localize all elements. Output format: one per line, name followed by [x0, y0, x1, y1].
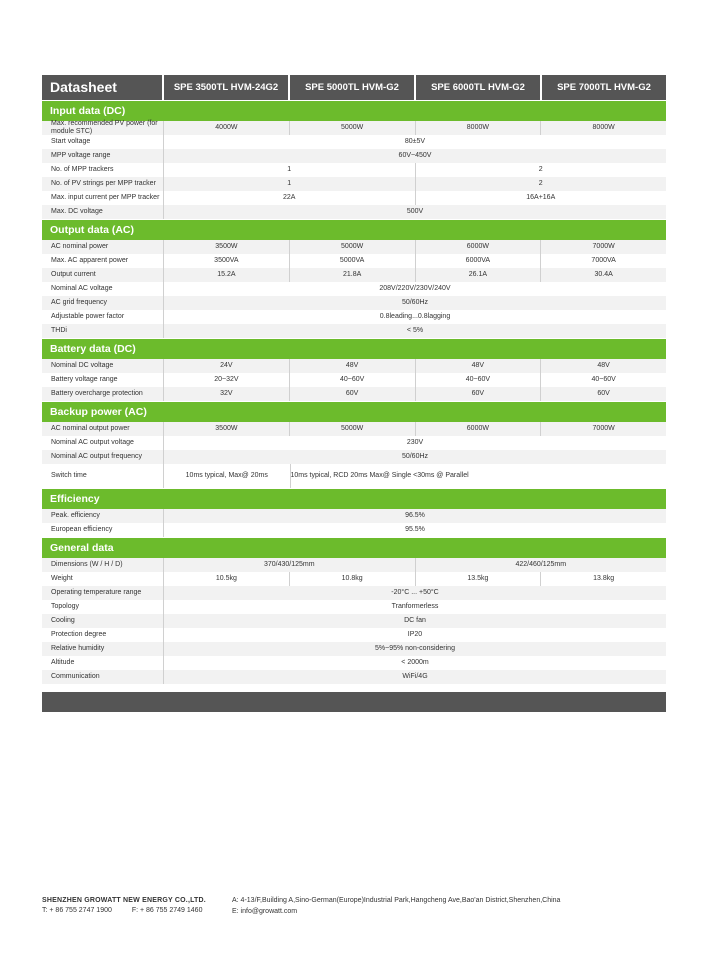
row-label: Max. input current per MPP tracker [42, 191, 164, 205]
row-label: Nominal AC output frequency [42, 450, 164, 464]
table-row [42, 558, 666, 572]
row-label: European efficiency [42, 523, 164, 537]
table-row [42, 422, 666, 436]
section-header: General data [42, 538, 666, 558]
table-row [42, 310, 666, 324]
datasheet-title: Datasheet [42, 75, 164, 100]
row-value: 95.5% [405, 526, 425, 533]
row-value: 40~60V [416, 373, 542, 387]
company-name: SHENZHEN GROWATT NEW ENERGY CO.,LTD. [42, 897, 206, 904]
table-row [42, 296, 666, 310]
table-row [42, 324, 666, 338]
row-value: 22A [164, 191, 416, 205]
row-value: WiFi/4G [402, 673, 428, 680]
table-row [42, 121, 666, 135]
table-row [42, 387, 666, 401]
row-value: IP20 [407, 631, 423, 638]
row-label: Output current [42, 268, 164, 282]
row-value: 6000VA [416, 254, 542, 268]
row-label: Max. AC apparent power [42, 254, 164, 268]
row-value: 8000W [592, 124, 615, 131]
table-row [42, 436, 666, 450]
row-label: Topology [42, 600, 164, 614]
row-label: Battery voltage range [42, 373, 164, 387]
row-label: AC nominal power [42, 240, 164, 254]
table-row [42, 614, 666, 628]
row-value: 6000W [416, 422, 542, 436]
table-row [42, 373, 666, 387]
table-row [42, 670, 666, 684]
section-header: Output data (AC) [42, 220, 666, 240]
row-value: 10.5kg [164, 572, 290, 586]
table-row [42, 600, 666, 614]
row-value: 60V [290, 387, 416, 401]
row-value: 7000VA [591, 257, 616, 264]
table-row [42, 240, 666, 254]
row-value: 8000W [416, 121, 542, 135]
row-value: 21.8A [290, 268, 416, 282]
table-row [42, 135, 666, 149]
row-value: 5%~95% non-considering [375, 645, 455, 652]
row-value: 208V/220V/230V/240V [379, 285, 451, 292]
table-row [42, 628, 666, 642]
table-row [42, 642, 666, 656]
row-value: 13.8kg [593, 575, 615, 582]
row-label: Nominal AC output voltage [42, 436, 164, 450]
row-value: 2 [538, 166, 543, 173]
table-footer-bar [42, 692, 666, 712]
row-value: Tranformerless [391, 603, 439, 610]
row-value: 7000W [592, 425, 615, 432]
row-label: Switch time [42, 464, 164, 488]
row-value: -20°C ... +50°C [391, 589, 439, 596]
section-header: Efficiency [42, 489, 666, 509]
row-value: 5000VA [290, 254, 416, 268]
row-value: 5000W [290, 422, 416, 436]
table-row [42, 464, 666, 488]
row-label: Nominal DC voltage [42, 359, 164, 373]
row-value: 230V [406, 439, 424, 446]
row-value: 16A+16A [526, 194, 556, 201]
row-label: Max. DC voltage [42, 205, 164, 219]
row-value: 48V [416, 359, 542, 373]
row-value: 60V~450V [398, 152, 432, 159]
row-value: 32V [164, 387, 290, 401]
table-row [42, 177, 666, 191]
row-value: 60V [416, 387, 542, 401]
row-value: 80±5V [404, 138, 426, 145]
row-label: Dimensions (W / H / D) [42, 558, 164, 572]
sections-container [42, 101, 666, 684]
row-label: Relative humidity [42, 642, 164, 656]
row-value: 13.5kg [416, 572, 542, 586]
row-value: 40~60V [591, 376, 616, 383]
table-row [42, 282, 666, 296]
row-label: Max. recommended PV power (for module STC) [42, 121, 164, 135]
row-value: 10.8kg [290, 572, 416, 586]
row-value: < 2000m [401, 659, 429, 666]
row-value: 5000W [290, 121, 416, 135]
row-label: Operating temperature range [42, 586, 164, 600]
row-label: Cooling [42, 614, 164, 628]
section-header: Backup power (AC) [42, 402, 666, 422]
row-value: 7000W [592, 243, 615, 250]
table-row [42, 509, 666, 523]
row-label: AC grid frequency [42, 296, 164, 310]
table-row [42, 191, 666, 205]
row-value: 6000W [416, 240, 542, 254]
row-value: 10ms typical, RCD 20ms Max@ Single <30ms @ Parallel [290, 472, 469, 479]
row-label: No. of MPP trackers [42, 163, 164, 177]
company-footer [42, 897, 561, 915]
table-row [42, 268, 666, 282]
row-value: 500V [406, 208, 424, 215]
row-value: 20~32V [164, 373, 290, 387]
table-row [42, 149, 666, 163]
company-tel: T: + 86 755 2747 1900 [42, 907, 112, 914]
row-label: Peak. efficiency [42, 509, 164, 523]
row-value: 96.5% [405, 512, 425, 519]
row-value: 370/430/125mm [164, 558, 416, 572]
row-value: 48V [290, 359, 416, 373]
row-value: 10ms typical, Max@ 20ms [164, 464, 291, 488]
row-value: 24V [164, 359, 290, 373]
row-value: 48V [597, 362, 610, 369]
row-label: Weight [42, 572, 164, 586]
model-header: SPE 7000TL HVM-G2 [542, 75, 666, 100]
row-label: Adjustable power factor [42, 310, 164, 324]
section-header: Battery data (DC) [42, 339, 666, 359]
row-value: 3500W [164, 240, 290, 254]
row-value: 30.4A [594, 271, 613, 278]
company-fax: F: + 86 755 2749 1460 [131, 907, 203, 914]
row-value: 50/60Hz [401, 453, 429, 460]
row-value: 60V [597, 390, 610, 397]
row-label: Communication [42, 670, 164, 684]
table-row [42, 254, 666, 268]
table-row [42, 359, 666, 373]
row-value: 15.2A [164, 268, 290, 282]
row-value: < 5% [406, 327, 424, 334]
row-value: 40~60V [290, 373, 416, 387]
table-row [42, 523, 666, 537]
row-label: Start voltage [42, 135, 164, 149]
row-value: 0.8leading...0.8lagging [379, 313, 451, 320]
model-header: SPE 6000TL HVM-G2 [416, 75, 542, 100]
model-header: SPE 5000TL HVM-G2 [290, 75, 416, 100]
table-row [42, 586, 666, 600]
row-label: MPP voltage range [42, 149, 164, 163]
row-value: 4000W [164, 121, 290, 135]
table-row [42, 205, 666, 219]
table-row [42, 572, 666, 586]
company-address: A: 4-13/F,Building A,Sino-German(Europe)Industrial Park,Hangcheng Ave,Bao'an District,Shenzhen,China [232, 897, 561, 904]
model-header: SPE 3500TL HVM-24G2 [164, 75, 290, 100]
row-label: AC nominal output power [42, 422, 164, 436]
row-value: 1 [164, 163, 416, 177]
row-label: Protection degree [42, 628, 164, 642]
row-value: 422/460/125mm [515, 561, 567, 568]
row-value: 2 [538, 180, 543, 187]
row-value: 5000W [290, 240, 416, 254]
row-value: 50/60Hz [401, 299, 429, 306]
row-label: THDi [42, 324, 164, 338]
datasheet-table [42, 75, 666, 712]
row-value: 1 [164, 177, 416, 191]
row-label: No. of PV strings per MPP tracker [42, 177, 164, 191]
table-row [42, 450, 666, 464]
row-value: 26.1A [416, 268, 542, 282]
table-row [42, 656, 666, 670]
table-row [42, 163, 666, 177]
row-value: DC fan [404, 617, 426, 624]
row-label: Altitude [42, 656, 164, 670]
row-value: 3500VA [164, 254, 290, 268]
row-value: 3500W [164, 422, 290, 436]
row-label: Nominal AC voltage [42, 282, 164, 296]
company-email: E: info@growatt.com [232, 908, 298, 915]
section-header: Input data (DC) [42, 101, 666, 121]
table-header [42, 75, 666, 100]
row-label: Battery overcharge protection [42, 387, 164, 401]
